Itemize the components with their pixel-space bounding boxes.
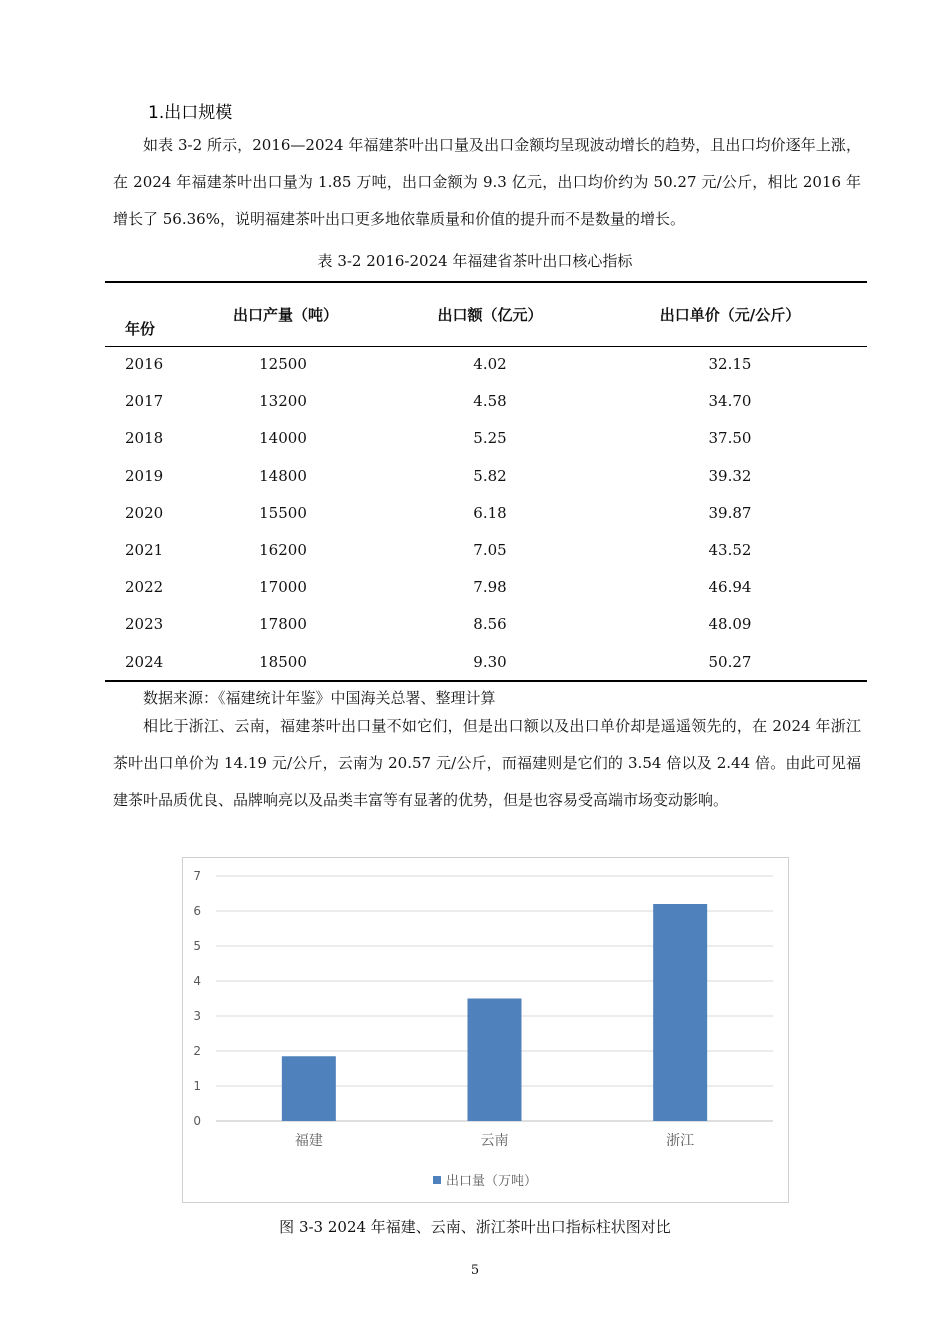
table-header-value: 出口额（亿元） xyxy=(437,306,543,324)
paragraph-1-text: 如表 3-2 所示，2016—2024 年福建茶叶出口量及出口金额均呈现波动增长的趋势，且出口均价逐年上涨，在 2024 年福建茶叶出口量为 1.85 万吨，出口金额为 9.3 亿元，出口均价约为 50.27 元/公斤，相比 2016 年增长了 56.36%，说明福建茶叶出口更多地依靠质量和价值的提升而不是数量的增长。 xyxy=(113,136,861,228)
table-cell-volume: 15500 xyxy=(259,503,307,522)
paragraph-2 xyxy=(113,708,861,819)
y-tick-label: 1 xyxy=(193,1079,201,1093)
table-cell-year: 2021 xyxy=(125,541,164,559)
table-cell-volume: 17000 xyxy=(259,578,307,597)
bar xyxy=(653,904,707,1121)
table-cell-price: 39.87 xyxy=(708,503,752,522)
x-tick-label: 浙江 xyxy=(666,1133,695,1149)
y-tick-label: 4 xyxy=(193,974,201,988)
table-cell-value: 6.18 xyxy=(473,503,507,522)
table-cell-value: 8.56 xyxy=(473,615,507,634)
table-cell-volume: 16200 xyxy=(259,541,307,559)
chart-frame xyxy=(182,857,789,1203)
y-tick-label: 5 xyxy=(193,939,201,953)
y-tick-label: 7 xyxy=(193,869,201,883)
y-tick-label: 3 xyxy=(193,1009,201,1023)
table-cell-price: 50.27 xyxy=(708,652,752,671)
table-top-rule xyxy=(105,281,867,283)
y-tick-label: 0 xyxy=(193,1114,201,1128)
paragraph-2-text: 相比于浙江、云南，福建茶叶出口量不如它们，但是出口额以及出口单价却是遥遥领先的，在 2024 年浙江茶叶出口单价为 14.19 元/公斤，云南为 20.57 元/公斤，而福建则是它们的 3.54 倍以及 2.44 倍。由此可见福建茶叶品质优良、品牌响亮以及品类丰富等有显著的优势，但是也容易受高端市场变动影响。 xyxy=(113,717,861,809)
table-header-rule xyxy=(105,346,867,347)
table-cell-price: 46.94 xyxy=(708,578,752,597)
table-cell-year: 2023 xyxy=(125,615,164,634)
figure-caption: 图 3-3 2024 年福建、云南、浙江茶叶出口指标柱状图对比 xyxy=(279,1218,671,1236)
table-cell-volume: 18500 xyxy=(259,652,307,671)
y-tick-label: 6 xyxy=(193,904,201,918)
legend-swatch xyxy=(433,1176,441,1184)
table-cell-year: 2020 xyxy=(125,503,164,522)
bar xyxy=(468,999,522,1122)
legend-label: 出口量（万吨） xyxy=(446,1174,538,1189)
table-cell-price: 37.50 xyxy=(708,429,752,448)
table-cell-price: 43.52 xyxy=(708,541,752,559)
table-cell-price: 32.15 xyxy=(708,355,752,373)
table-cell-price: 34.70 xyxy=(708,392,752,411)
table-cell-value: 5.82 xyxy=(473,466,507,485)
table-cell-year: 2019 xyxy=(125,466,164,485)
table-cell-value: 4.58 xyxy=(473,392,507,411)
table-cell-year: 2024 xyxy=(125,652,164,671)
table-cell-value: 5.25 xyxy=(473,429,507,448)
x-tick-label: 云南 xyxy=(480,1133,509,1149)
table-source-text: 数据来源：《福建统计年鉴》中国海关总署、整理计算 xyxy=(143,689,496,707)
table-header-volume: 出口产量（吨） xyxy=(233,306,339,324)
table-cell-value: 9.30 xyxy=(473,652,507,671)
table-header-year: 年份 xyxy=(125,320,156,338)
table-cell-year: 2022 xyxy=(125,578,164,597)
table-cell-volume: 12500 xyxy=(259,355,307,373)
table-cell-volume: 13200 xyxy=(259,392,307,411)
table-cell-volume: 17800 xyxy=(259,615,307,634)
table-cell-year: 2017 xyxy=(125,392,164,411)
bar-chart xyxy=(183,858,788,1202)
bar xyxy=(282,1056,336,1121)
table-cell-volume: 14000 xyxy=(259,429,307,448)
table-cell-value: 7.98 xyxy=(473,578,507,597)
table-caption: 表 3-2 2016-2024 年福建省茶叶出口核心指标 xyxy=(317,252,633,270)
table-cell-volume: 14800 xyxy=(259,466,307,485)
page-number: 5 xyxy=(470,1263,480,1278)
table-header-price: 出口单价（元/公斤） xyxy=(659,306,801,324)
x-tick-label: 福建 xyxy=(294,1133,323,1149)
table-cell-value: 4.02 xyxy=(473,355,507,373)
table-cell-value: 7.05 xyxy=(473,541,507,559)
paragraph-1 xyxy=(113,127,861,238)
table-cell-year: 2018 xyxy=(125,429,164,448)
y-tick-label: 2 xyxy=(193,1044,201,1058)
section-heading: 1.出口规模 xyxy=(148,103,233,123)
table-cell-price: 39.32 xyxy=(708,466,752,485)
table-cell-year: 2016 xyxy=(125,355,164,373)
table-cell-price: 48.09 xyxy=(708,615,752,634)
